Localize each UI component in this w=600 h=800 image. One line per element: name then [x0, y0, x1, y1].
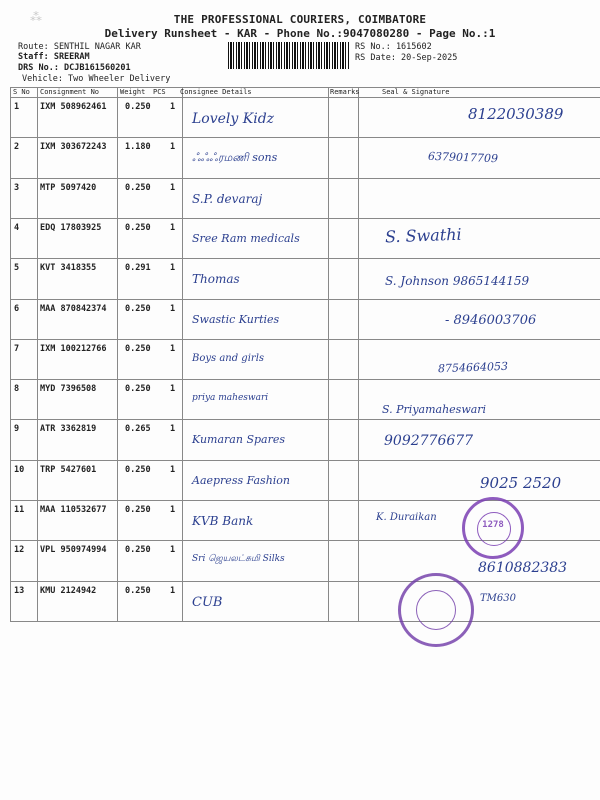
row-weight: 0.250 — [125, 585, 151, 596]
row-divider — [10, 460, 600, 461]
row-weight: 0.250 — [125, 303, 151, 314]
col-header-remarks: Remarks — [330, 88, 360, 96]
row-pcs: 1 — [170, 505, 176, 515]
row-sno: 1 — [14, 102, 20, 112]
row-weight: 0.250 — [125, 182, 151, 193]
row-weight: 0.250 — [125, 545, 151, 556]
row-signature: 8122030389 — [468, 105, 564, 123]
staff-label: Staff: SREERAM — [18, 52, 90, 62]
row-weight: 0.250 — [125, 505, 151, 515]
row-pcs: 1 — [170, 545, 176, 556]
row-weight: 0.250 — [125, 222, 151, 233]
row-signature: 6379017709 — [427, 150, 499, 166]
row-sno: 11 — [14, 505, 25, 515]
row-consignment-no: ATR 3362819 — [40, 424, 97, 435]
company-title: THE PROFESSIONAL COURIERS, COIMBATORE — [173, 13, 427, 26]
row-weight: 1.180 — [125, 142, 151, 153]
row-consignment-no: IXM 508962461 — [40, 102, 107, 112]
row-divider — [10, 339, 600, 340]
vehicle-label: Vehicle: Two Wheeler Delivery — [22, 74, 171, 84]
row-weight: 0.250 — [125, 343, 151, 354]
row-consignee: S.P. devaraj — [192, 191, 263, 206]
row-signature: 8610882383 — [478, 560, 568, 577]
row-signature: S. Swathi — [384, 224, 462, 247]
row-pcs: 1 — [170, 585, 176, 596]
row-divider — [10, 500, 600, 501]
seal-stamp — [462, 497, 524, 559]
row-signature: 9092776677 — [384, 433, 474, 450]
row-pcs: 1 — [170, 263, 176, 274]
row-consignment-no: MYD 7396508 — [40, 384, 97, 395]
row-divider — [10, 178, 600, 179]
row-weight: 0.250 — [125, 464, 151, 475]
bank-seal-stamp — [398, 573, 474, 647]
row-consignment-no: MAA 110532677 — [40, 505, 107, 515]
row-consignment-no: VPL 950974994 — [40, 545, 107, 556]
row-weight: 0.250 — [125, 102, 151, 112]
row-divider — [10, 218, 600, 219]
row-sno: 5 — [14, 263, 20, 274]
logo-mark: ⁂ — [30, 10, 42, 24]
row-divider — [10, 379, 600, 380]
drs-label: DRS No.: DCJB161560201 — [18, 63, 131, 73]
row-divider — [10, 137, 600, 138]
bank-seal-ring — [416, 590, 456, 630]
row-divider — [10, 581, 600, 582]
row-consignment-no: TRP 5427601 — [40, 464, 97, 475]
row-pcs: 1 — [170, 424, 176, 435]
row-weight: 0.265 — [125, 424, 151, 435]
route-label: Route: SENTHIL NAGAR KAR — [18, 42, 141, 52]
row-consignment-no: MTP 5097420 — [40, 182, 97, 193]
rs-number: RS No.: 1615602 — [355, 42, 432, 52]
row-sno: 7 — [14, 343, 20, 354]
row-signature: S. Johnson 9865144159 — [385, 274, 530, 289]
row-sno: 9 — [14, 424, 20, 435]
row-pcs: 1 — [170, 102, 176, 112]
row-signature: 8754664053 — [437, 359, 509, 376]
row-consignee: ஃஃஃரமணி sons — [192, 151, 278, 165]
row-signature: TM630 — [480, 592, 516, 604]
row-weight: 0.291 — [125, 263, 151, 274]
row-pcs: 1 — [170, 142, 176, 153]
row-signature: K. Duraikan — [376, 512, 437, 523]
row-sno: 13 — [14, 585, 25, 596]
row-weight: 0.250 — [125, 384, 151, 395]
row-sno: 8 — [14, 384, 20, 395]
row-sno: 2 — [14, 142, 20, 153]
row-consignee: KVB Bank — [192, 514, 254, 528]
row-consignment-no: MAA 870842374 — [40, 303, 107, 314]
col-header-pcs: PCS — [153, 88, 166, 96]
col-header-weight: Weight — [120, 88, 146, 96]
row-consignee: Lovely Kidz — [192, 111, 275, 127]
row-sno: 3 — [14, 182, 20, 193]
row-pcs: 1 — [170, 384, 176, 395]
row-divider — [10, 258, 600, 259]
row-consignment-no: EDQ 17803925 — [40, 222, 102, 233]
row-divider — [10, 419, 600, 420]
barcode — [228, 42, 350, 69]
col-header-consignee: Consignee Details — [180, 88, 252, 96]
rs-date: RS Date: 20-Sep-2025 — [355, 53, 458, 63]
row-consignee: Thomas — [192, 272, 240, 287]
row-pcs: 1 — [170, 182, 176, 193]
row-consignee: Aaepress Fashion — [192, 473, 291, 487]
row-consignee: Sree Ram medicals — [192, 231, 300, 245]
runsheet-subtitle: Delivery Runsheet - KAR - Phone No.:9047080280 - Page No.:1 — [104, 27, 496, 40]
row-consignment-no: IXM 303672243 — [40, 142, 107, 153]
row-consignee: CUB — [192, 594, 223, 610]
row-pcs: 1 — [170, 222, 176, 233]
row-pcs: 1 — [170, 464, 176, 475]
row-sno: 6 — [14, 303, 20, 314]
row-divider — [10, 299, 600, 300]
row-signature: S. Priyamaheswari — [382, 403, 487, 417]
col-header-consignment: Consignment No — [40, 88, 100, 96]
row-consignee: priya maheswari — [192, 393, 269, 404]
row-consignment-no: KMU 2124942 — [40, 585, 97, 596]
row-signature: - 8946003706 — [445, 312, 537, 328]
row-consignment-no: IXM 100212766 — [40, 343, 107, 354]
row-consignment-no: KVT 3418355 — [40, 263, 97, 274]
row-signature: 9025 2520 — [480, 473, 562, 492]
row-sno: 12 — [14, 545, 25, 556]
row-consignee: Swastic Kurties — [192, 312, 280, 326]
row-sno: 4 — [14, 222, 20, 233]
row-consignee: Sri ஜெயலட்சுமி Silks — [192, 554, 285, 565]
row-divider — [10, 621, 600, 622]
header-bottom-border — [10, 97, 600, 98]
row-sno: 10 — [14, 464, 25, 475]
row-consignee: Boys and girls — [192, 352, 265, 364]
row-pcs: 1 — [170, 343, 176, 354]
col-header-sno: S No — [13, 88, 30, 96]
row-pcs: 1 — [170, 303, 176, 314]
row-consignee: Kumaran Spares — [192, 433, 285, 447]
col-header-seal: Seal & Signature — [382, 88, 450, 96]
seal-stamp-number: 1278 — [482, 520, 504, 530]
